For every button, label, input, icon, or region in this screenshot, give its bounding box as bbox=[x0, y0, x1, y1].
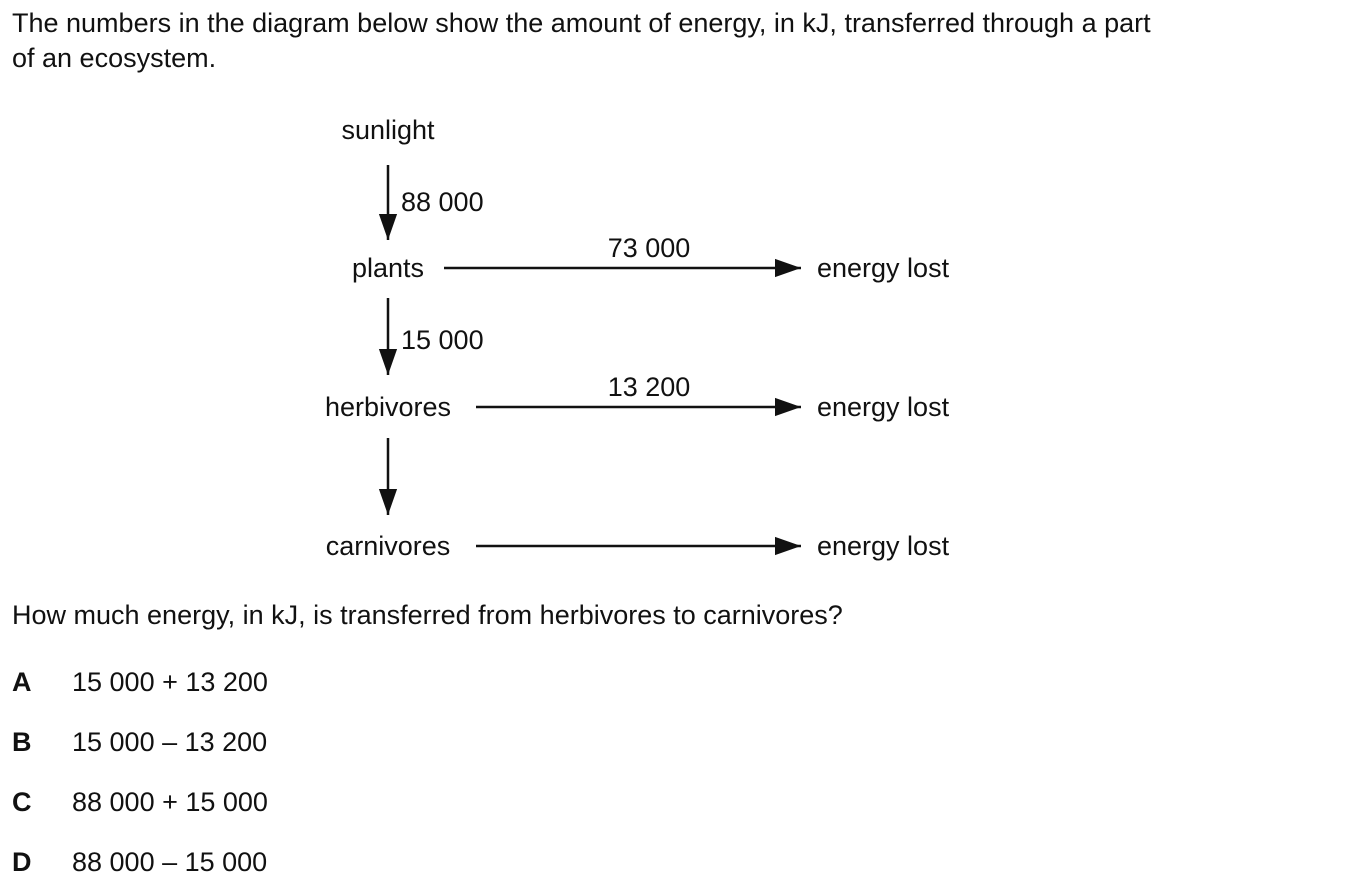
option-letter: C bbox=[12, 787, 32, 817]
option-text: 88 000 – 15 000 bbox=[72, 847, 268, 877]
answer-option-d[interactable] bbox=[12, 842, 267, 882]
flow-value-herbivores-lost: 13 200 bbox=[607, 372, 691, 402]
node-energy-lost-plants: energy lost bbox=[817, 253, 950, 283]
intro-line-2: of an ecosystem. bbox=[12, 43, 217, 73]
option-text: 15 000 – 13 200 bbox=[72, 727, 268, 757]
flow-value-sunlight-to-plants: 88 000 bbox=[401, 187, 484, 217]
answer-option-c[interactable] bbox=[12, 782, 268, 822]
answer-option-a[interactable] bbox=[12, 662, 268, 702]
option-text: 15 000 + 13 200 bbox=[72, 667, 268, 697]
question-text: How much energy, in kJ, is transferred from herbivores to carnivores? bbox=[12, 600, 843, 630]
node-herbivores: herbivores bbox=[324, 392, 452, 422]
node-energy-lost-herbivores: energy lost bbox=[817, 392, 950, 422]
node-energy-lost-carnivores: energy lost bbox=[817, 531, 950, 561]
option-letter: A bbox=[12, 667, 32, 697]
node-sunlight: sunlight bbox=[341, 115, 435, 145]
option-letter: B bbox=[12, 727, 32, 757]
flow-value-plants-to-herbivores: 15 000 bbox=[401, 325, 484, 355]
option-letter: D bbox=[12, 847, 32, 877]
node-carnivores: carnivores bbox=[325, 531, 451, 561]
answer-option-b[interactable] bbox=[12, 722, 267, 762]
option-text: 88 000 + 15 000 bbox=[72, 787, 268, 817]
node-plants: plants bbox=[351, 253, 425, 283]
flow-value-plants-lost: 73 000 bbox=[607, 233, 691, 263]
intro-line-1: The numbers in the diagram below show the amount of energy, in kJ, transferred through a part bbox=[12, 8, 1151, 38]
